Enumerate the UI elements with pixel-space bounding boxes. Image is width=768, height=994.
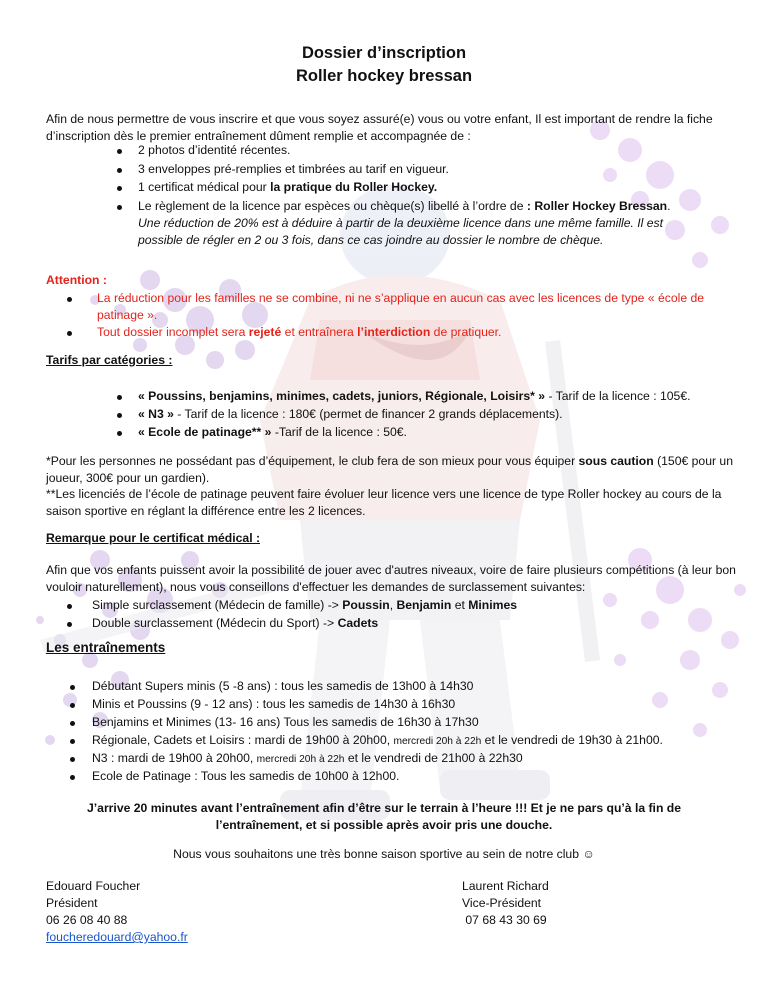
tarif-standard-price: - Tarif de la licence : 105€. [545,389,691,403]
tarif-standard-label: « Poussins, benjamins, minimes, cadets, juniors, Régionale, Loisirs* » [138,389,546,403]
incomplete-text-c: et entraînera [281,325,358,339]
attention-heading: Attention : [46,273,107,287]
bullet-icon [67,297,72,302]
equipment-note-c: (150€ pour un joueur, 300€ pour un gardien). [46,454,733,485]
arrival-reminder-line2: l’entraînement, et si possible après avoir pris une douche. [215,818,553,832]
bullet-icon [117,168,122,173]
tarif-n3-label: « N3 » [138,407,174,421]
arrival-reminder-line1: J’arrive 20 minutes avant l’entraînement afin d’être sur le terrain à l’heure !!! Et je ne pars qu’à la fin de [87,801,681,815]
payment-text: Le règlement de la licence par espèces ou chèque(s) libellé à l’ordre de [138,199,527,213]
requirement-payment [138,198,671,215]
president-phone: 06 26 08 40 88 [46,913,128,927]
simple-surclassement-text: Simple surclassement (Médecin de famille) -> [92,598,343,612]
document-title: Dossier d’inscription [301,44,467,62]
bullet-icon [117,413,122,418]
surclassement-minimes: Minimes [468,598,518,612]
training-debutant: Débutant Supers minis (5 -8 ans) : tous les samedis de 13h00 à 14h30 [92,679,474,693]
incomplete-text-d: l’interdiction [357,325,431,339]
bullet-icon [67,331,72,336]
sep-comma: , [389,598,397,612]
certificate-text: 1 certificat médical pour [138,180,271,194]
entrainements-heading: Les entraînements [46,640,166,655]
vice-president-phone: 07 68 43 30 69 [462,913,547,927]
bullet-icon [70,685,75,690]
surclassement-cadets: Cadets [337,616,379,630]
equipment-note [46,453,736,486]
bullet-icon [117,431,122,436]
payment-suffix: . [667,199,671,213]
tarif-n3 [138,406,563,423]
bullet-icon [70,757,75,762]
closing-wish: Nous vous souhaitons une très bonne saison sportive au sein de notre club ☺ [173,847,595,861]
attention-discount-note: La réduction pour les familles ne se combine, ni ne s’applique en aucun cas avec les licences de type « école de patinage ». [97,291,705,322]
double-surclassement-text: Double surclassement (Médecin du Sport) -> [92,616,338,630]
equipment-note-a: *Pour les personnes ne possédant pas d’équipement, le club fera de son mieux pour vous équiper [46,454,579,468]
payment-discount-note: Une réduction de 20% est à déduire à partir de la deuxième licence dans une même famille. Il est possible de régler en 2 ou 3 fois, dans ce cas joindre au dossier le nombre de chèque. [138,216,664,247]
bullet-icon [67,622,72,627]
attention-incomplete-note [97,324,501,341]
bullet-icon [70,721,75,726]
ecole-upgrade-note: **Les licenciés de l’école de patinage peuvent faire évoluer leur licence vers une licence de type Roller hockey au cours de la saison sportive en réglant la différence entre les 2 licences. [46,487,722,518]
incomplete-text-e: de pratiquer. [430,325,502,339]
n3-c: et le vendredi de 21h00 à 22h30 [344,751,523,765]
requirement-envelopes: 3 enveloppes pré-remplies et timbrées au tarif en vigueur. [138,162,449,176]
training-ecole: Ecole de Patinage : Tous les samedis de 10h00 à 12h00. [92,769,400,783]
vice-president-name: Laurent Richard [462,879,549,893]
payment-bold: : Roller Hockey Bressan [526,199,668,213]
equipment-note-b: sous caution [578,454,654,468]
tarif-standard [138,388,691,405]
bullet-icon [117,149,122,154]
president-email-link[interactable]: foucheredouard@yahoo.fr [46,930,188,944]
surclassement-benjamin: Benjamin [396,598,452,612]
bullet-icon [117,186,122,191]
regionale-c: et le vendredi de 19h30 à 21h00. [481,733,663,747]
bullet-icon [67,604,72,609]
certificate-bold: la pratique du Roller Hockey. [270,180,438,194]
president-name: Edouard Foucher [46,879,141,893]
president-role: Président [46,896,98,910]
remarque-heading: Remarque pour le certificat médical : [46,531,261,545]
simple-surclassement [92,597,517,614]
regionale-a: Régionale, Cadets et Loisirs : mardi de 19h00 à 20h00, [92,733,394,747]
tarif-ecole [138,424,407,441]
bullet-icon [70,775,75,780]
tarif-ecole-label: « Ecole de patinage** » [138,425,272,439]
bullet-icon [117,395,122,400]
incomplete-text-b: rejeté [248,325,282,339]
bullet-icon [70,703,75,708]
double-surclassement [92,615,378,632]
bullet-icon [117,205,122,210]
sep-et: et [451,598,469,612]
tarif-n3-price: - Tarif de la licence : 180€ (permet de financer 2 grands déplacements). [173,407,563,421]
remarque-paragraph: Afin que vos enfants puissent avoir la possibilité de jouer avec d'autres niveaux, voire de faire plusieurs compétitions (à leur bon vouloir naturellement), nous vous conseillons d'effectuer les demandes de surclassement suivantes: [46,563,736,594]
n3-a: N3 : mardi de 19h00 à 20h00, [92,751,257,765]
training-minis-poussins: Minis et Poussins (9 - 12 ans) : tous les samedis de 14h30 à 16h30 [92,697,456,711]
requirement-photos: 2 photos d’identité récentes. [138,143,291,157]
training-n3 [92,750,523,769]
bullet-icon [70,739,75,744]
intro-paragraph: Afin de nous permettre de vous inscrire et que vous soyez assuré(e) vous ou votre enfant, Il est important de rendre la fiche d’inscription dès le premier entraînement dûment remplie et accompagnée de : [46,112,713,143]
training-regionale [92,732,663,751]
vice-president-role: Vice-Président [462,896,542,910]
n3-b: mercredi 20h à 22h [256,754,345,765]
regionale-b: mercredi 20h à 22h [393,736,482,747]
training-benjamins-minimes: Benjamins et Minimes (13- 16 ans) Tous les samedis de 16h30 à 17h30 [92,715,479,729]
incomplete-text-a: Tout dossier incomplet sera [97,325,249,339]
tarif-ecole-price: -Tarif de la licence : 50€. [271,425,407,439]
document-subtitle: Roller hockey bressan [295,67,473,85]
tarifs-heading: Tarifs par catégories : [46,353,173,367]
surclassement-poussin: Poussin [342,598,390,612]
requirement-certificate [138,179,437,196]
